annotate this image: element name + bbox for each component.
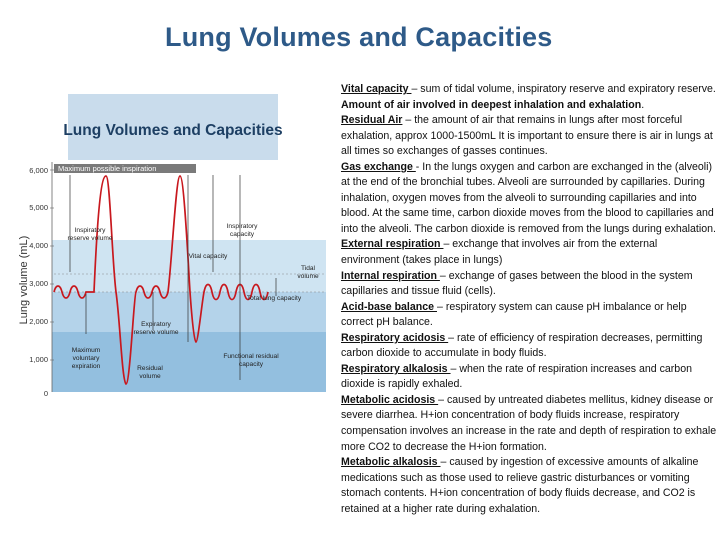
y-tick: 2,000 bbox=[29, 317, 48, 326]
definition-item: Internal respiration – exchange of gases between the blood in the system capillaries and tissue fluid (cells). bbox=[341, 269, 693, 298]
max-inspiration-label: Maximum possible inspiration bbox=[58, 164, 157, 173]
mve-label: voluntary bbox=[72, 355, 100, 362]
y-tick: 5,000 bbox=[29, 203, 48, 212]
y-tick: 1,000 bbox=[29, 355, 48, 364]
mve-label: Maximum bbox=[71, 347, 101, 354]
rv-label: Residual bbox=[137, 365, 163, 372]
figure-title: Lung Volumes and Capacities bbox=[63, 122, 283, 139]
frc-label: Functional residual bbox=[223, 353, 279, 360]
slide-title: Lung Volumes and Capacities bbox=[165, 22, 553, 52]
ic-label: capacity bbox=[229, 231, 255, 238]
y-tick: 4,000 bbox=[29, 241, 48, 250]
irv-label: reserve volume bbox=[67, 235, 113, 242]
tv-label: volume bbox=[297, 273, 319, 280]
definition-item: Gas exchange - In the lungs oxygen and carbon are exchanged in the (alveoli) at the end of the bronchial tubes. Alveoli are surrounded by capillaries. During inhalation, oxygen moves from the alveoli to surrounding capillaries and into blood. At the same time, carbon dioxide moves from the blood to capillaries and into the alveoli. The carbon dioxide is removed from the lungs during exhalation. bbox=[341, 160, 716, 235]
lung-volume-diagram bbox=[8, 80, 326, 410]
rv-label: volume bbox=[139, 373, 161, 380]
definition-item: Acid-base balance – respiratory system can cause pH imbalance or help correct pH balance. bbox=[341, 300, 687, 329]
vc-label: Vital capacity bbox=[188, 253, 228, 260]
tv-label: Tidal bbox=[300, 265, 316, 272]
definition-item: Metabolic acidosis – caused by untreated diabetes mellitus, kidney disease or severe diarrhea. H+ion concentration of body fluids increase, respiratory compensation involves an increase in the rate and depth of respiration to exhale more CO2 to decrease the H+ion formation. bbox=[341, 393, 717, 453]
band-lower bbox=[52, 332, 326, 392]
definition-item: Vital capacity – sum of tidal volume, inspiratory reserve and expiratory reserve. Amount of air involved in deepest inhalation and exhalation. bbox=[341, 83, 716, 111]
y-tick: 6,000 bbox=[29, 166, 48, 175]
tlc-label: Total lung capacity bbox=[246, 295, 302, 302]
definitions-text bbox=[341, 82, 717, 517]
y-tick: 0 bbox=[43, 389, 48, 398]
ic-label: Inspiratory bbox=[226, 223, 258, 230]
y-tick: 3,000 bbox=[29, 279, 48, 288]
mve-label: expiration bbox=[71, 363, 101, 370]
irv-label: Inspiratory bbox=[74, 227, 106, 234]
frc-label: capacity bbox=[238, 361, 264, 368]
definition-item: Metabolic alkalosis – caused by ingestion of excessive amounts of alkaline medications such as those used to relieve gastric disturbances or vomiting stomach contents. H+ion concentration of body fluids decrease, and CO2 is retained at a higher rate during exhalation. bbox=[341, 456, 699, 515]
definition-item: Respiratory acidosis – rate of efficiency of respiration decreases, permitting carbon dioxide to accumulate in body fluids. bbox=[341, 331, 703, 360]
erv-label: reserve volume bbox=[133, 329, 179, 336]
definition-item: Respiratory alkalosis – when the rate of respiration increases and carbon dioxide is rapidly exhaled. bbox=[341, 362, 692, 391]
y-axis-label: Lung volume (mL) bbox=[18, 235, 30, 325]
definition-item: Residual Air – the amount of air that remains in lungs after most forceful exhalation, approx 1000-1500mL It is important to ensure there is air in lungs at all times so exchanges of gasses continues. bbox=[341, 114, 713, 158]
definition-item: External respiration – exchange that involves air from the external environment (takes place in lungs) bbox=[341, 238, 658, 267]
erv-label: Expiratory bbox=[141, 321, 171, 328]
